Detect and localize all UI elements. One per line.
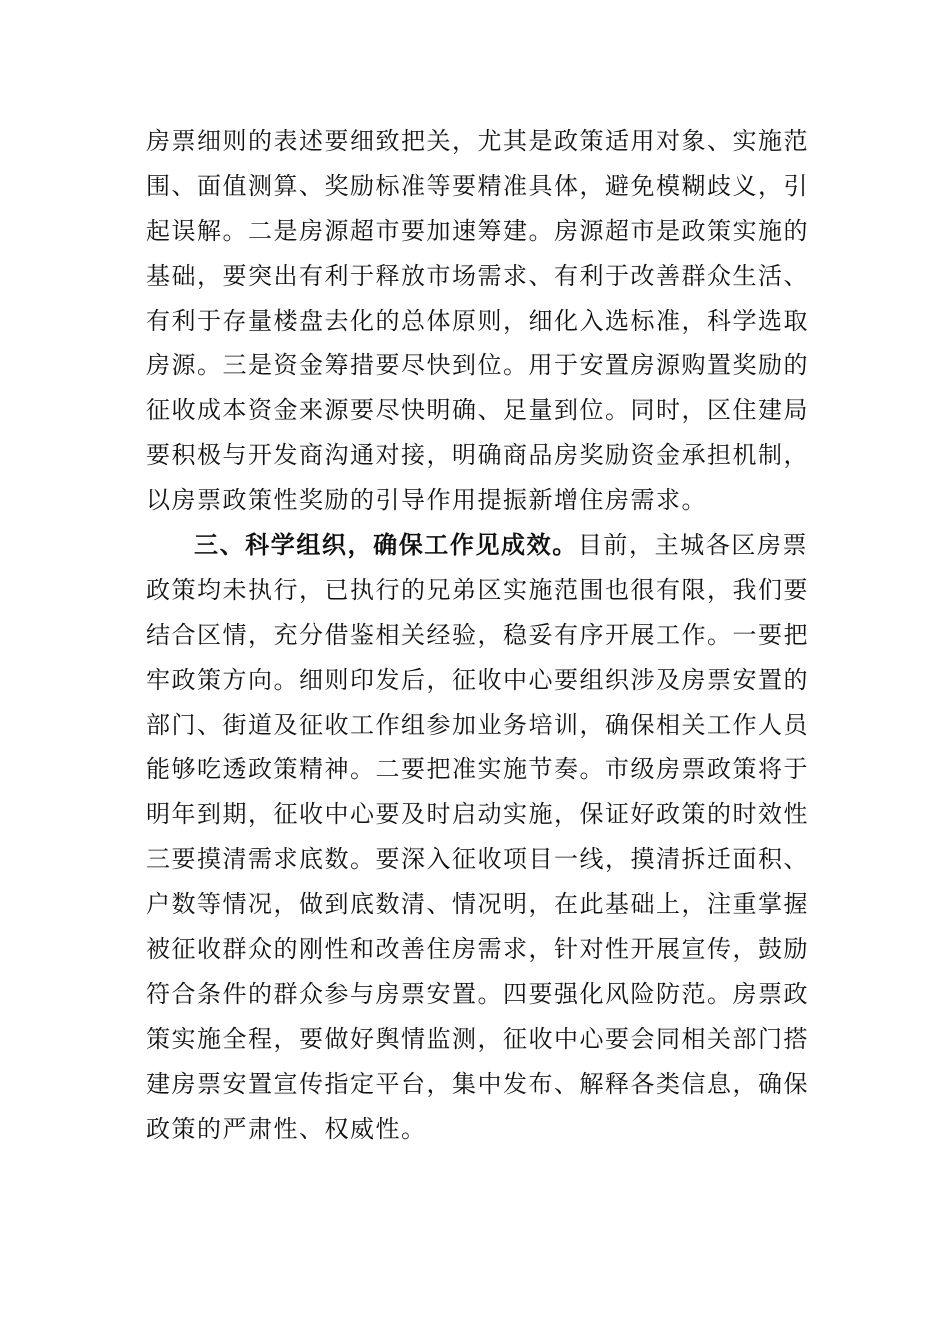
paragraph-continuation <box>146 119 808 523</box>
text-line: 基础，要突出有利于释放市场需求、有利于改善群众生活、 <box>146 261 809 290</box>
text-line: 房源。三是资金筹措要尽快到位。用于安置房源购置奖励的 <box>146 351 809 380</box>
text-line: 明年到期，征收中心要及时启动实施，保证好政策的时效性 <box>146 800 809 829</box>
text-line: 建房票安置宣传指定平台，集中发布、解释各类信息，确保 <box>146 1069 809 1098</box>
section-heading: 三、科学组织，确保工作见成效。 <box>194 530 578 559</box>
text-line: 有利于存量楼盘去化的总体原则，细化入选标准，科学选取 <box>146 306 809 335</box>
text-line: 符合条件的群众参与房票安置。四要强化风险防范。房票政 <box>146 979 809 1008</box>
text-line: 策实施全程，要做好舆情监测，征收中心要会同相关部门搭 <box>146 1024 809 1053</box>
text-line: 房票细则的表述要细致把关，尤其是政策适用对象、实施范 <box>146 127 809 155</box>
text-line: 政策的严肃性、权威性。 <box>146 1114 427 1143</box>
text-line: 征收成本资金来源要尽快明确、足量到位。同时，区住建局 <box>146 396 809 425</box>
text-line: 政策均未执行，已执行的兄弟区实施范围也很有限，我们要 <box>146 575 809 604</box>
text-line: 户数等情况，做到底数清、情况明，在此基础上，注重掌握 <box>146 890 809 919</box>
text-line: 部门、街道及征收工作组参加业务培训，确保相关工作人员 <box>146 710 809 739</box>
text-line: 能够吃透政策精神。二要把准实施节奏。市级房票政策将于 <box>146 755 809 784</box>
text-line: 牢政策方向。细则印发后，征收中心要组织涉及房票安置的 <box>146 665 809 694</box>
text-line: 起误解。二是房源超市要加速筹建。房源超市是政策实施的 <box>146 216 809 245</box>
text-line: 以房票政策性奖励的引导作用提振新增住房需求。 <box>146 486 707 515</box>
text-line: 被征收群众的刚性和改善住房需求，针对性开展宣传，鼓励 <box>146 935 809 964</box>
text-line: 围、面值测算、奖励标准等要精准具体，避免模糊歧义，引 <box>146 171 809 200</box>
text-line: 结合区情，充分借鉴相关经验，稳妥有序开展工作。一要把 <box>146 620 809 649</box>
text-line: 三要摸清需求底数。要深入征收项目一线，摸清拆迁面积、 <box>146 845 809 874</box>
paragraph-section-three <box>146 523 808 1151</box>
text-line: 要积极与开发商沟通对接，明确商品房奖励资金承担机制， <box>146 441 809 470</box>
section-first-line-text: 目前，主城各区房票 <box>577 531 809 559</box>
section-first-line <box>146 523 808 568</box>
